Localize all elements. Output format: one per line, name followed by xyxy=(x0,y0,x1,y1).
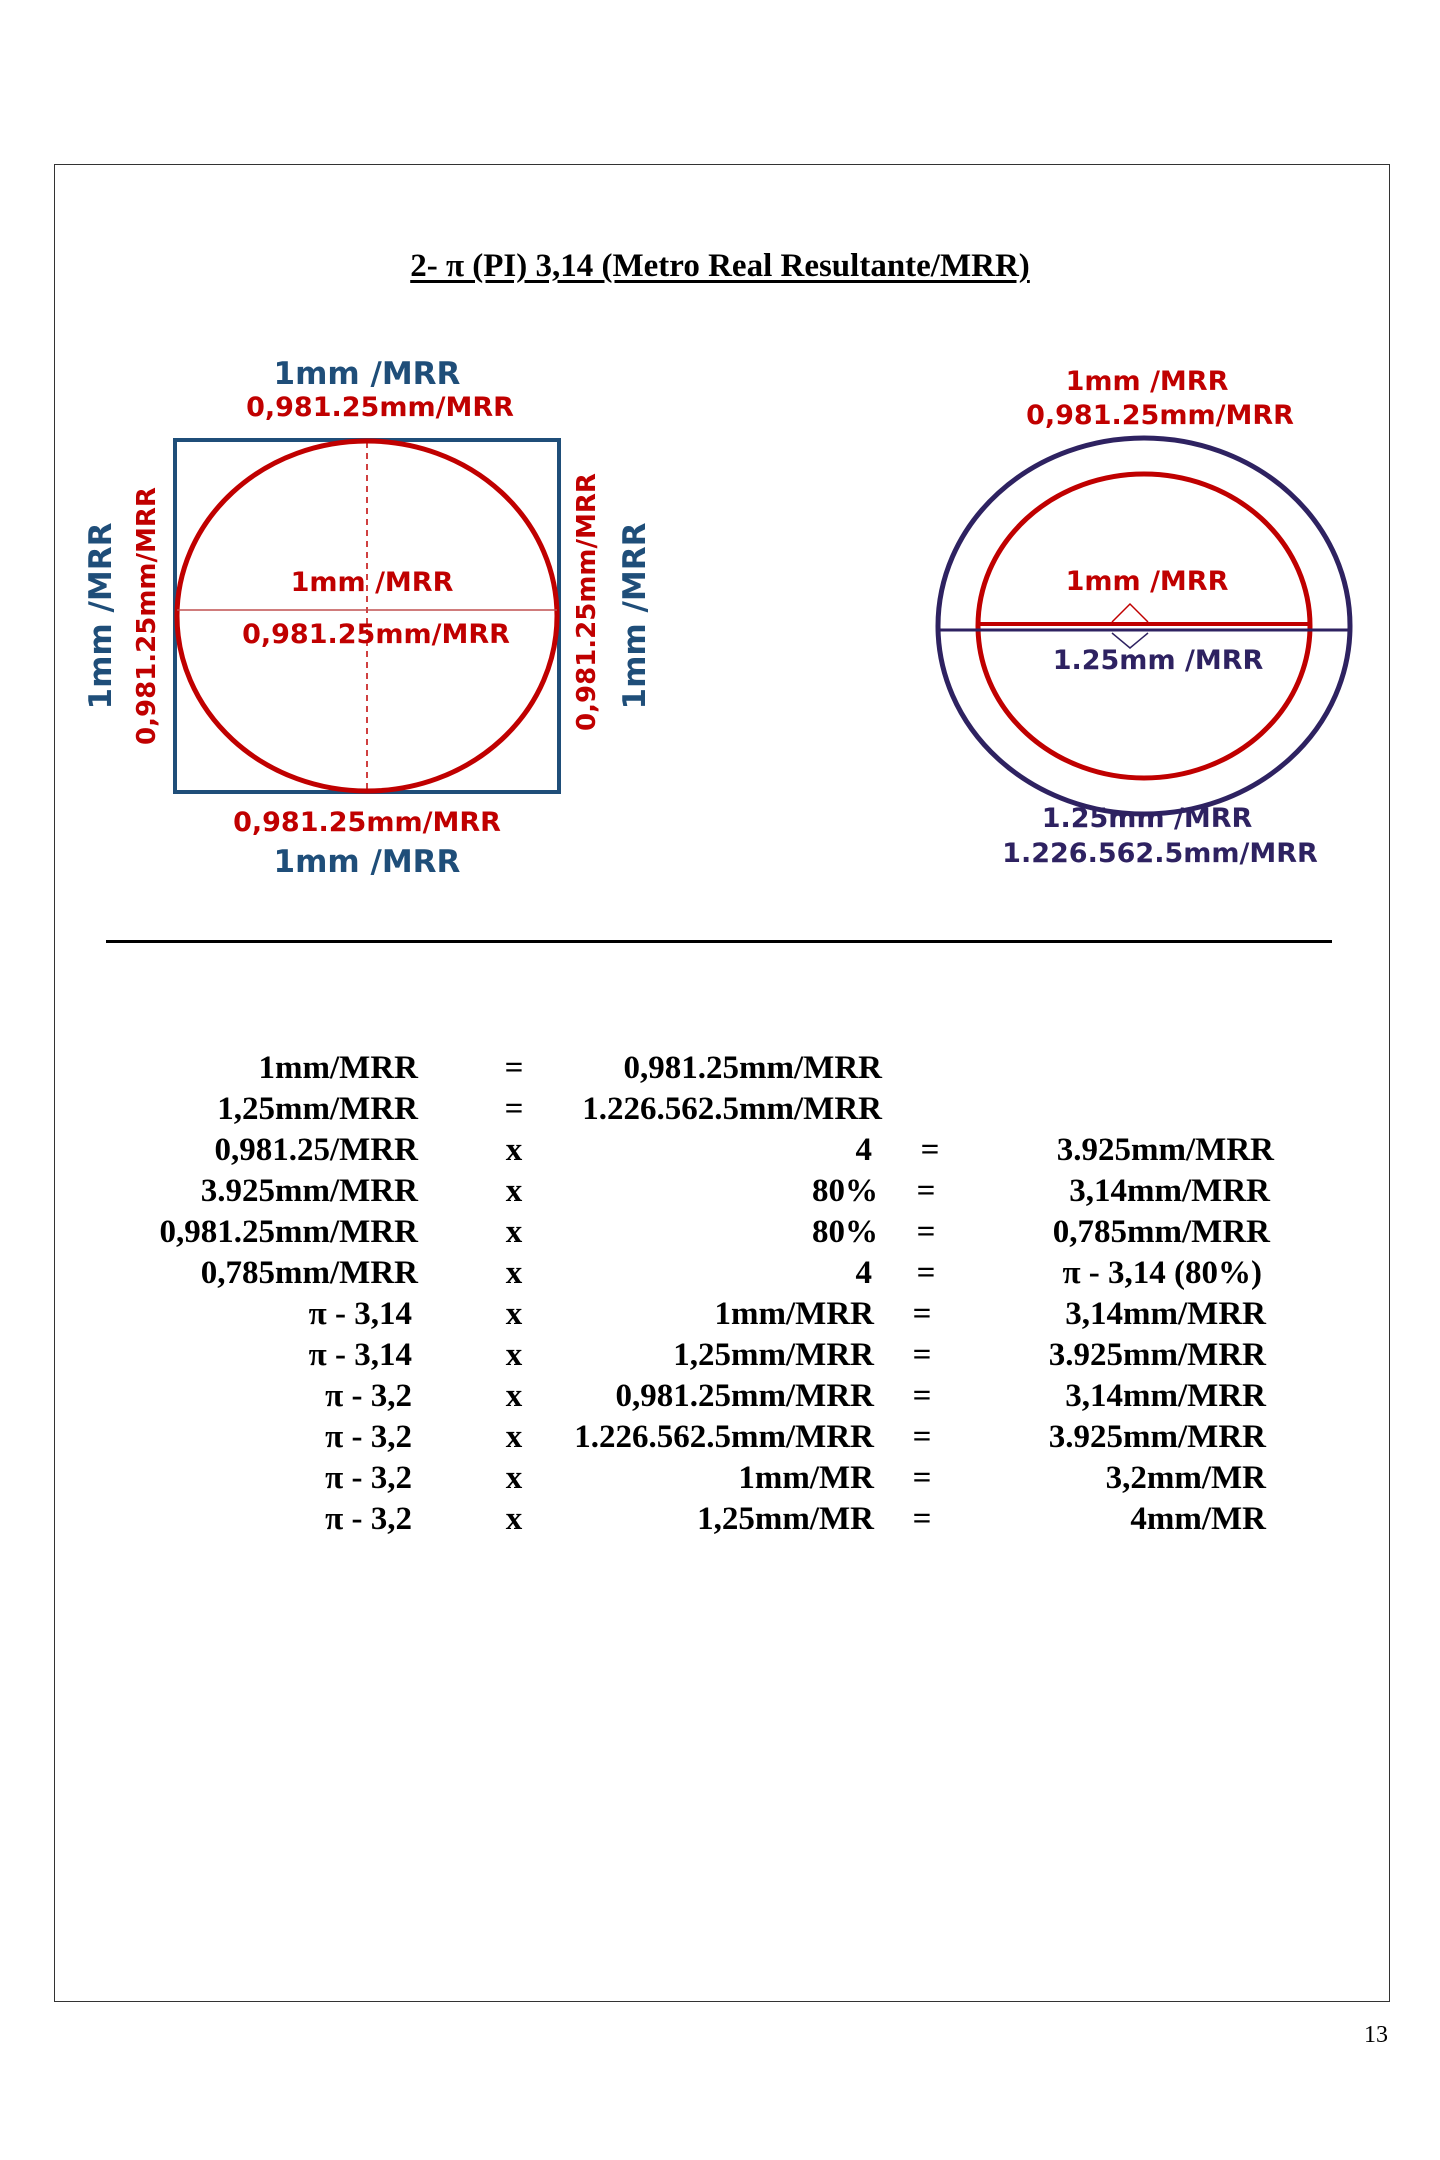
right-blue-label: 1mm /MRR xyxy=(617,522,653,710)
equation-row xyxy=(0,1214,1440,1256)
left-diagram xyxy=(83,356,653,880)
top-pointer xyxy=(1112,604,1148,622)
operator: x xyxy=(505,1378,523,1414)
equals-sign: = xyxy=(920,1132,940,1168)
left-blue-label: 1mm /MRR xyxy=(83,522,119,710)
inner-circle xyxy=(177,441,557,791)
operator: x xyxy=(505,1460,523,1496)
operand-a: 3.925mm/MRR xyxy=(200,1173,418,1209)
operator: x xyxy=(505,1419,523,1455)
result: 3.925mm/MRR xyxy=(1056,1132,1274,1168)
equation-row xyxy=(0,1091,1440,1133)
operand-a: 0,981.25mm/MRR xyxy=(159,1214,418,1250)
operand-a: π - 3,14 xyxy=(308,1296,412,1332)
equation-row xyxy=(0,1419,1440,1461)
operand-a: π - 3,2 xyxy=(325,1419,412,1455)
top-blue-label: 1mm /MRR xyxy=(273,356,461,392)
equals-sign: = xyxy=(912,1501,932,1537)
result: π - 3,14 (80%) xyxy=(1062,1255,1262,1291)
right-bottom-navy-label: 1.25mm /MRR xyxy=(1041,803,1253,834)
equation-row xyxy=(0,1173,1440,1215)
operand-b: 0,981.25mm/MRR xyxy=(623,1050,882,1086)
operator: x xyxy=(505,1501,523,1537)
operand-b: 1mm/MR xyxy=(738,1460,874,1496)
operand-b: 1mm/MRR xyxy=(714,1296,874,1332)
operator: = xyxy=(504,1091,524,1127)
equals-sign: = xyxy=(912,1419,932,1455)
operator: x xyxy=(505,1214,523,1250)
result: 3,14mm/MRR xyxy=(1069,1173,1270,1209)
operand-b: 80% xyxy=(812,1214,878,1250)
equals-sign: = xyxy=(916,1173,936,1209)
operand-a: π - 3,2 xyxy=(325,1460,412,1496)
right-red-label: 0,981.25mm/MRR xyxy=(572,473,602,731)
operand-a: π - 3,14 xyxy=(308,1337,412,1373)
diagrams xyxy=(0,0,1440,920)
bottom-blue-label: 1mm /MRR xyxy=(273,844,461,880)
right-top-red-label: 1mm /MRR xyxy=(1065,366,1229,397)
equation-row xyxy=(0,1460,1440,1502)
equals-sign: = xyxy=(916,1214,936,1250)
operand-b: 1,25mm/MR xyxy=(697,1501,874,1537)
equals-sign: = xyxy=(916,1255,936,1291)
operand-b: 0,981.25mm/MRR xyxy=(615,1378,874,1414)
result: 3.925mm/MRR xyxy=(1048,1419,1266,1455)
result: 3,14mm/MRR xyxy=(1065,1378,1266,1414)
operator: = xyxy=(504,1050,524,1086)
operand-a: 0,785mm/MRR xyxy=(200,1255,418,1291)
equation-row xyxy=(0,1132,1440,1174)
right-top-red2-label: 0,981.25mm/MRR xyxy=(1026,400,1294,431)
equation-row xyxy=(0,1337,1440,1379)
right-diagram xyxy=(938,366,1350,869)
equation-row xyxy=(0,1501,1440,1543)
operator: x xyxy=(505,1296,523,1332)
operator: x xyxy=(505,1255,523,1291)
equation-row xyxy=(0,1050,1440,1092)
operand-b: 80% xyxy=(812,1173,878,1209)
operand-a: 0,981.25/MRR xyxy=(214,1132,418,1168)
operand-b: 1.226.562.5mm/MRR xyxy=(574,1419,874,1455)
center-red-top-label: 1mm /MRR xyxy=(290,567,454,598)
left-red-label: 0,981.25mm/MRR xyxy=(132,487,162,745)
page-number: 13 xyxy=(1364,2022,1388,2048)
result: 3,14mm/MRR xyxy=(1065,1296,1266,1332)
result: 3,2mm/MR xyxy=(1105,1460,1266,1496)
top-red-label: 0,981.25mm/MRR xyxy=(246,392,514,423)
bottom-red-label: 0,981.25mm/MRR xyxy=(233,807,501,838)
operand-a: 1,25mm/MRR xyxy=(217,1091,418,1127)
equals-sign: = xyxy=(912,1460,932,1496)
result: 3.925mm/MRR xyxy=(1048,1337,1266,1373)
operand-b: 1,25mm/MRR xyxy=(673,1337,874,1373)
operand-b: 4 xyxy=(855,1132,872,1168)
right-center-red-label: 1mm /MRR xyxy=(1065,566,1229,597)
result: 4mm/MR xyxy=(1130,1501,1266,1537)
equals-sign: = xyxy=(912,1337,932,1373)
operand-a: π - 3,2 xyxy=(325,1378,412,1414)
operator: x xyxy=(505,1337,523,1373)
operand-a: π - 3,2 xyxy=(325,1501,412,1537)
operator: x xyxy=(505,1173,523,1209)
operand-b: 4 xyxy=(855,1255,872,1291)
equation-row xyxy=(0,1296,1440,1338)
result: 0,785mm/MRR xyxy=(1052,1214,1270,1250)
right-center-navy-label: 1.25mm /MRR xyxy=(1052,645,1264,676)
equals-sign: = xyxy=(912,1296,932,1332)
equals-sign: = xyxy=(912,1378,932,1414)
operator: x xyxy=(505,1132,523,1168)
operand-a: 1mm/MRR xyxy=(258,1050,418,1086)
equation-row xyxy=(0,1255,1440,1297)
operand-b: 1.226.562.5mm/MRR xyxy=(582,1091,882,1127)
right-bottom-navy2-label: 1.226.562.5mm/MRR xyxy=(1002,838,1318,869)
center-red-bottom-label: 0,981.25mm/MRR xyxy=(242,619,510,650)
equation-row xyxy=(0,1378,1440,1420)
divider-line xyxy=(106,940,1332,943)
page-title: 2- π (PI) 3,14 (Metro Real Resultante/MRR) xyxy=(410,248,1030,284)
